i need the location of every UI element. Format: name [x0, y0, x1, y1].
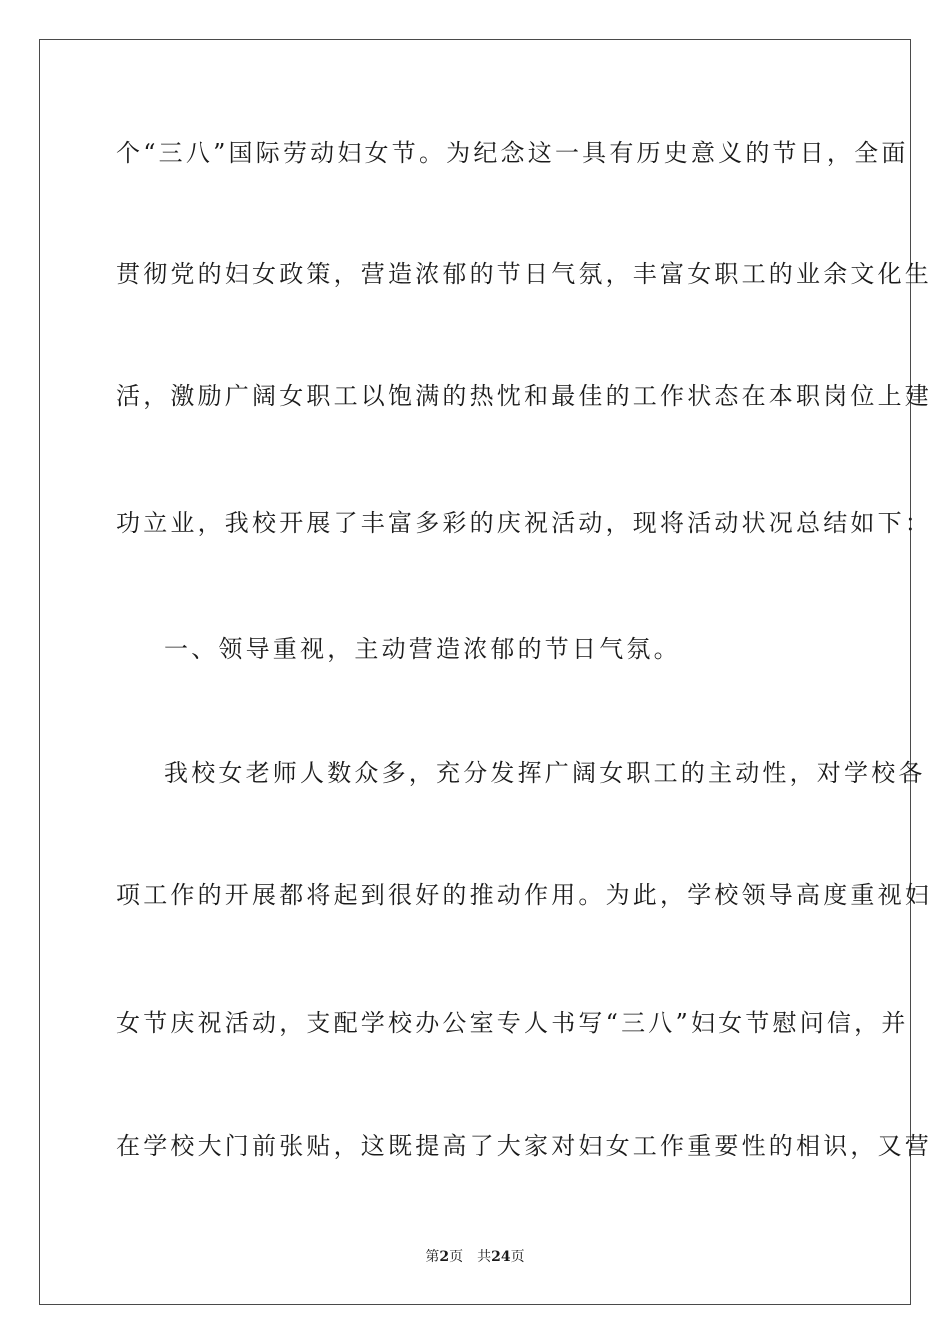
- total-suffix: 页: [510, 1249, 525, 1265]
- paragraph-line: 在学校大门前张贴，这既提高了大家对妇女工作重要性的相识，又营: [116, 1132, 932, 1160]
- page-suffix: 页: [449, 1249, 464, 1265]
- paragraph-line: 活，激励广阔女职工以饱满的热忱和最佳的工作状态在本职岗位上建: [116, 382, 932, 410]
- paragraph-line: 个“三八”国际劳动妇女节。为纪念这一具有历史意义的节日，全面: [116, 139, 909, 167]
- paragraph-line: 女节庆祝活动，支配学校办公室专人书写“三八”妇女节慰问信，并: [116, 1009, 909, 1037]
- paragraph-line: 项工作的开展都将起到很好的推动作用。为此，学校领导高度重视妇: [116, 881, 932, 909]
- paragraph-line: 我校女老师人数众多，充分发挥广阔女职工的主动性，对学校各: [164, 759, 926, 787]
- paragraph-line: 贯彻党的妇女政策，营造浓郁的节日气氛，丰富女职工的业余文化生: [116, 260, 932, 288]
- section-heading: 一、领导重视，主动营造浓郁的节日气氛。: [164, 635, 681, 663]
- page-number: 2: [439, 1249, 450, 1265]
- total-prefix: 共: [477, 1249, 492, 1265]
- page-border: [39, 39, 932, 1305]
- paragraph-line: 功立业，我校开展了丰富多彩的庆祝活动，现将活动状况总结如下：: [116, 509, 932, 537]
- page-prefix: 第: [425, 1249, 440, 1265]
- total-pages: 24: [491, 1249, 511, 1265]
- page-footer: [0, 1248, 950, 1266]
